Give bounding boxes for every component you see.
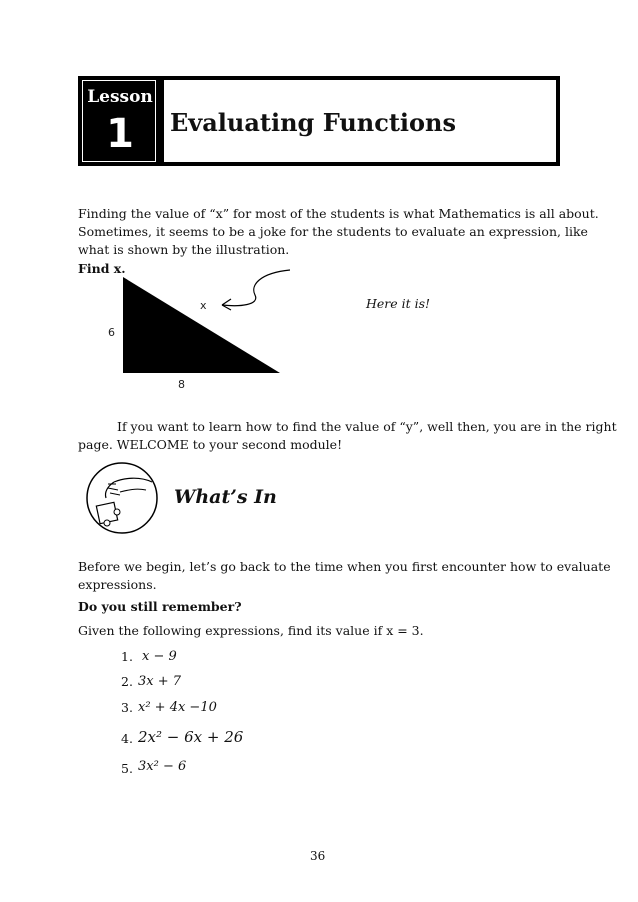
lesson-banner bbox=[78, 76, 560, 166]
lesson-number: 1 bbox=[106, 111, 134, 157]
page-number: 36 bbox=[310, 849, 326, 863]
given-instruction: Given the following expressions, find its value if x = 3. bbox=[78, 623, 424, 638]
arrow-head bbox=[222, 299, 231, 310]
item-number: 3. bbox=[121, 700, 133, 715]
lesson-label: Lesson bbox=[87, 87, 153, 107]
intro-line-1: Finding the value of “x” for most of the students is what Mathematics is all about. bbox=[78, 206, 599, 221]
item-number: 2. bbox=[121, 674, 133, 689]
lesson-label-box bbox=[82, 80, 156, 162]
triangle-illustration bbox=[90, 265, 320, 395]
here-it-is-caption: Here it is! bbox=[366, 296, 431, 311]
height-label: 6 bbox=[108, 326, 115, 339]
base-label: 8 bbox=[178, 378, 185, 391]
item-expression: 3x + 7 bbox=[138, 674, 182, 689]
item-expression: 2x² − 6x + 26 bbox=[138, 728, 244, 746]
before-line-1: Before we begin, let’s go back to the time when you first encounter how to evaluate bbox=[78, 559, 611, 574]
hand-puzzle-icon bbox=[84, 460, 160, 536]
remember-heading: Do you still remember? bbox=[78, 599, 242, 614]
intro-line-3: what is shown by the illustration. bbox=[78, 242, 290, 257]
item-expression: 3x² − 6 bbox=[138, 759, 187, 774]
hypotenuse-label: x bbox=[200, 299, 207, 312]
item-number: 1. bbox=[121, 649, 133, 664]
item-expression: x − 9 bbox=[142, 649, 177, 664]
welcome-line-2: page. WELCOME to your second module! bbox=[78, 437, 343, 452]
item-number: 4. bbox=[121, 731, 133, 746]
item-number: 5. bbox=[121, 761, 133, 776]
lesson-title-box bbox=[162, 80, 556, 162]
find-x-heading: Find x. bbox=[78, 261, 126, 276]
welcome-line-1: If you want to learn how to find the value of “y”, well then, you are in the right bbox=[117, 419, 617, 434]
lesson-title: Evaluating Functions bbox=[170, 108, 456, 137]
before-line-2: expressions. bbox=[78, 577, 157, 592]
right-triangle bbox=[123, 277, 280, 373]
item-expression: x² + 4x −10 bbox=[138, 700, 217, 715]
intro-line-2: Sometimes, it seems to be a joke for the students to evaluate an expression, like bbox=[78, 224, 588, 239]
whats-in-title: What’s In bbox=[174, 486, 277, 508]
curved-arrow bbox=[222, 270, 290, 306]
